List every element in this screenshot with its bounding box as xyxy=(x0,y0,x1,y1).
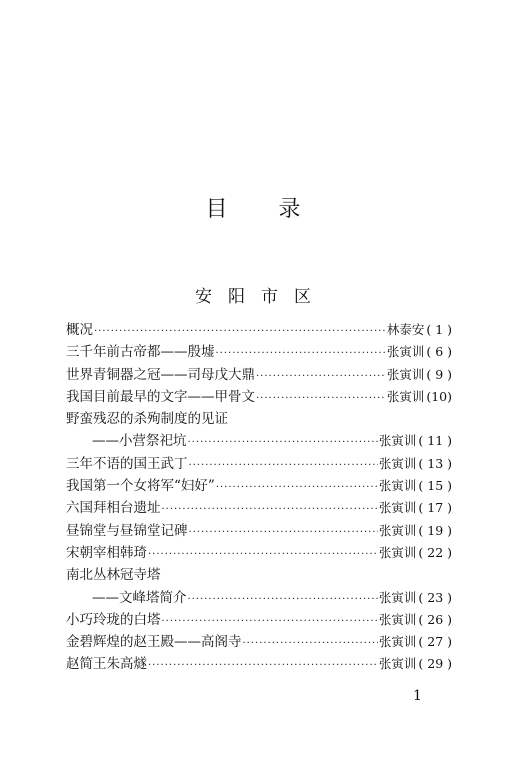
section-title: 安阳市区 xyxy=(195,287,327,307)
toc-entry-heading[interactable] xyxy=(66,407,452,429)
toc-entry[interactable] xyxy=(66,474,452,496)
toc-leader-dots xyxy=(189,527,378,538)
toc-entry-page: ( 13 ) xyxy=(418,455,452,471)
toc-leader-dots xyxy=(148,660,378,671)
toc-entry-title: 赵简王朱高燧 xyxy=(66,656,147,673)
toc-entry-page: ( 22 ) xyxy=(418,544,452,560)
toc-leader-dots xyxy=(188,594,378,605)
toc-entry-author: 张寅训 xyxy=(378,433,417,449)
toc-entry-page: ( 17 ) xyxy=(418,500,452,516)
toc-entry-author: 张寅训 xyxy=(378,589,417,605)
toc-entry[interactable] xyxy=(66,652,452,674)
toc-entry-page: ( 26 ) xyxy=(418,611,452,627)
toc-entry-title: 概况 xyxy=(66,322,93,338)
toc-entry-author: 张寅训 xyxy=(386,388,425,404)
toc-entry-author: 张寅训 xyxy=(378,455,417,471)
toc-entry[interactable] xyxy=(66,586,452,608)
toc-entry-page: ( 15 ) xyxy=(418,478,452,494)
toc-entry-title: 宋朝宰相韩琦 xyxy=(66,544,147,561)
toc-entry[interactable] xyxy=(66,496,452,518)
toc-entry-author: 张寅训 xyxy=(378,522,417,538)
toc-entry-title: 世界青铜器之冠——司母戊大鼎 xyxy=(66,366,255,383)
toc-entry-author: 张寅训 xyxy=(378,500,417,516)
toc-entry-page: ( 23 ) xyxy=(418,589,452,605)
toc-entry-author: 张寅训 xyxy=(386,366,425,382)
table-of-contents xyxy=(66,318,452,675)
toc-entry[interactable] xyxy=(66,318,452,340)
toc-leader-dots xyxy=(189,460,378,471)
toc-entry[interactable] xyxy=(66,363,452,385)
toc-entry-author: 张寅训 xyxy=(378,478,417,494)
toc-leader-dots xyxy=(162,504,378,515)
toc-entry[interactable] xyxy=(66,385,452,407)
toc-leader-dots xyxy=(94,326,386,337)
toc-leader-dots xyxy=(256,393,386,404)
toc-entry[interactable] xyxy=(66,519,452,541)
toc-entry-author: 张寅训 xyxy=(378,611,417,627)
toc-entry-page: ( 19 ) xyxy=(418,522,452,538)
toc-entry[interactable] xyxy=(66,630,452,652)
toc-entry-title: 我国目前最早的文字——甲骨文 xyxy=(66,388,255,405)
toc-entry[interactable] xyxy=(66,541,452,563)
toc-entry-page: ( 1 ) xyxy=(426,322,452,337)
toc-entry-title: ——小营祭祀坑 xyxy=(92,433,187,450)
toc-leader-dots xyxy=(256,371,386,382)
toc-entry[interactable] xyxy=(66,608,452,630)
toc-leader-dots xyxy=(148,549,378,560)
toc-entry-title: 金碧辉煌的赵王殿——高阁寺 xyxy=(66,634,242,651)
toc-entry-title: 六国拜相台遗址 xyxy=(66,500,161,517)
toc-entry[interactable] xyxy=(66,452,452,474)
toc-leader-dots xyxy=(162,616,378,627)
toc-entry-page: ( 11 ) xyxy=(418,433,452,449)
toc-entry-page: ( 6 ) xyxy=(426,344,452,360)
toc-entry-page: ( 9 ) xyxy=(426,366,452,382)
toc-entry-title: 三千年前古帝都——殷墟 xyxy=(66,344,215,361)
toc-leader-dots xyxy=(216,348,386,359)
toc-entry[interactable] xyxy=(66,340,452,362)
toc-entry-author: 林泰安 xyxy=(386,322,425,337)
toc-leader-dots xyxy=(243,638,378,649)
toc-entry-author: 张寅训 xyxy=(378,656,417,672)
toc-entry-title: 小巧玲珑的白塔 xyxy=(66,611,161,628)
toc-entry-heading[interactable] xyxy=(66,563,452,585)
toc-entry-title: 昼锦堂与昼锦堂记碑 xyxy=(66,522,188,539)
toc-entry[interactable] xyxy=(66,429,452,451)
toc-leader-dots xyxy=(188,437,378,448)
toc-entry-title: 野蛮残忍的杀殉制度的见证 xyxy=(66,411,228,428)
toc-entry-page: ( 27 ) xyxy=(418,634,452,650)
toc-leader-dots xyxy=(216,482,378,493)
toc-entry-title: ——文峰塔简介 xyxy=(92,589,187,606)
toc-entry-author: 张寅训 xyxy=(386,344,425,360)
toc-entry-title: 南北丛林冠寺塔 xyxy=(66,567,161,584)
toc-entry-author: 张寅训 xyxy=(378,544,417,560)
toc-entry-title: 我国第一个女将军“妇好” xyxy=(66,478,215,495)
toc-entry-title: 三年不语的国王武丁 xyxy=(66,455,188,472)
page-title: 目 录 xyxy=(205,197,323,222)
page-number: 1 xyxy=(413,688,422,704)
toc-entry-author: 张寅训 xyxy=(378,634,417,650)
toc-entry-page: ( 29 ) xyxy=(418,656,452,672)
toc-entry-page: (10) xyxy=(426,388,452,404)
